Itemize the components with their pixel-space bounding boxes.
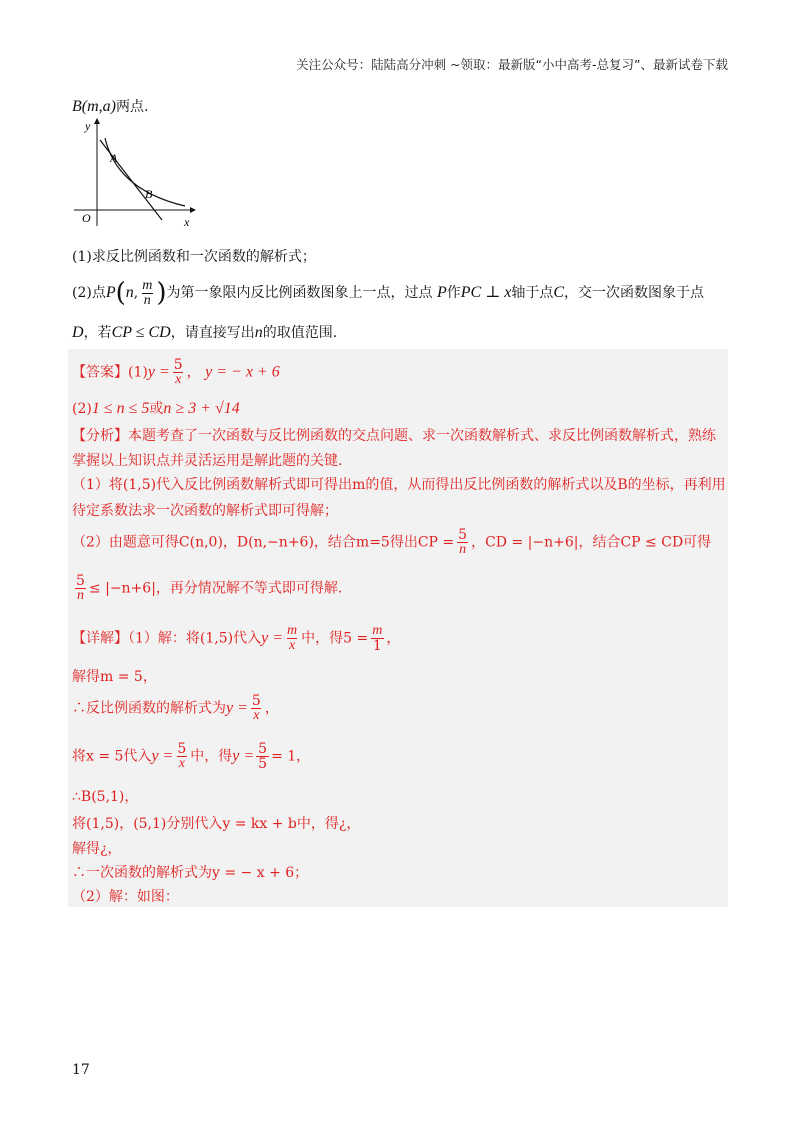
analysis-line-5: （2）由题意可得C(n,0)，D(n,−n+6)，结合m=5得出CP = $\frac{5}{n}$ ，CD = |−n+6|，结合CP ≤ CD可得 [72, 527, 712, 557]
detail-line-4: 将x = 5代入y = $\frac{5}{x}$ 中，得y = $\frac{5}{5}$ = 1， [72, 741, 311, 772]
y-axis-arrow [94, 118, 100, 124]
question-1: (1)求反比例函数和一次函数的解析式； [72, 249, 316, 265]
answer-line-1: 【答案】(1)y = $\frac{5}{x}$ ， y = − x + 6 [72, 357, 280, 387]
detail-line-9: （2）解：如图： [72, 889, 179, 905]
detail-line-8: ∴一次函数的解析式为y = − x + 6； [72, 865, 309, 881]
intro-line: B(m,a)两点. [72, 98, 149, 115]
label-x: x [184, 215, 190, 228]
question-2-line2: D，若CP ≤ CD，请直接写出n的取值范围. [72, 324, 338, 341]
detail-line-6: 将(1,5)，(5,1)分别代入y = kx + b中，得¿， [72, 816, 361, 832]
label-a: A [110, 151, 118, 165]
page-number: 17 [72, 1062, 90, 1078]
detail-line-1: 【详解】（1）解：将(1,5)代入y = $\frac{m}{x}$ 中，得5 = $\frac{m}{1}$ ， [72, 623, 401, 654]
x-axis-arrow [190, 207, 196, 213]
label-o: O [82, 211, 91, 225]
label-b: B [145, 187, 153, 201]
analysis-line-4: 待定系数法求一次函数的解析式即可得解； [72, 503, 338, 519]
detail-line-5: ∴B(5,1)， [72, 789, 139, 805]
detail-line-2: 解得m = 5， [72, 669, 157, 685]
analysis-line-3: （1）将(1,5)代入反比例函数解析式即可得出m的值，从而得出反比例函数的解析式以及B的坐标，再利用 [72, 477, 726, 493]
detail-line-7: 解得¿， [72, 841, 122, 857]
question-2-line1: (2)点P(n, $\frac{m}{n}$ )为第一象限内反比例函数图象上一点，过点 P作PC ⊥ x轴于点C，交一次函数图象于点 [72, 277, 705, 308]
analysis-line-1: 【分析】本题考查了一次函数与反比例函数的交点问题、求一次函数解析式、求反比例函数解析式，熟练 [72, 428, 716, 444]
function-graph [72, 118, 197, 228]
answer-line-2: (2)1 ≤ n ≤ 5或n ≥ 3 + √14 [72, 400, 240, 417]
detail-line-3: ∴反比例函数的解析式为y = $\frac{5}{x}$ ， [72, 693, 279, 723]
page-header: 关注公众号：陆陆高分冲刺 ~领取：最新版“小中高考-总复习”、最新试卷下载 [296, 57, 728, 72]
label-y: y [85, 119, 91, 133]
analysis-line-2: 掌握以上知识点并灵活运用是解此题的关键. [72, 453, 343, 469]
analysis-line-6: $\frac{5}{n}$ ≤ |−n+6|，再分情况解不等式即可得解. [76, 573, 343, 603]
